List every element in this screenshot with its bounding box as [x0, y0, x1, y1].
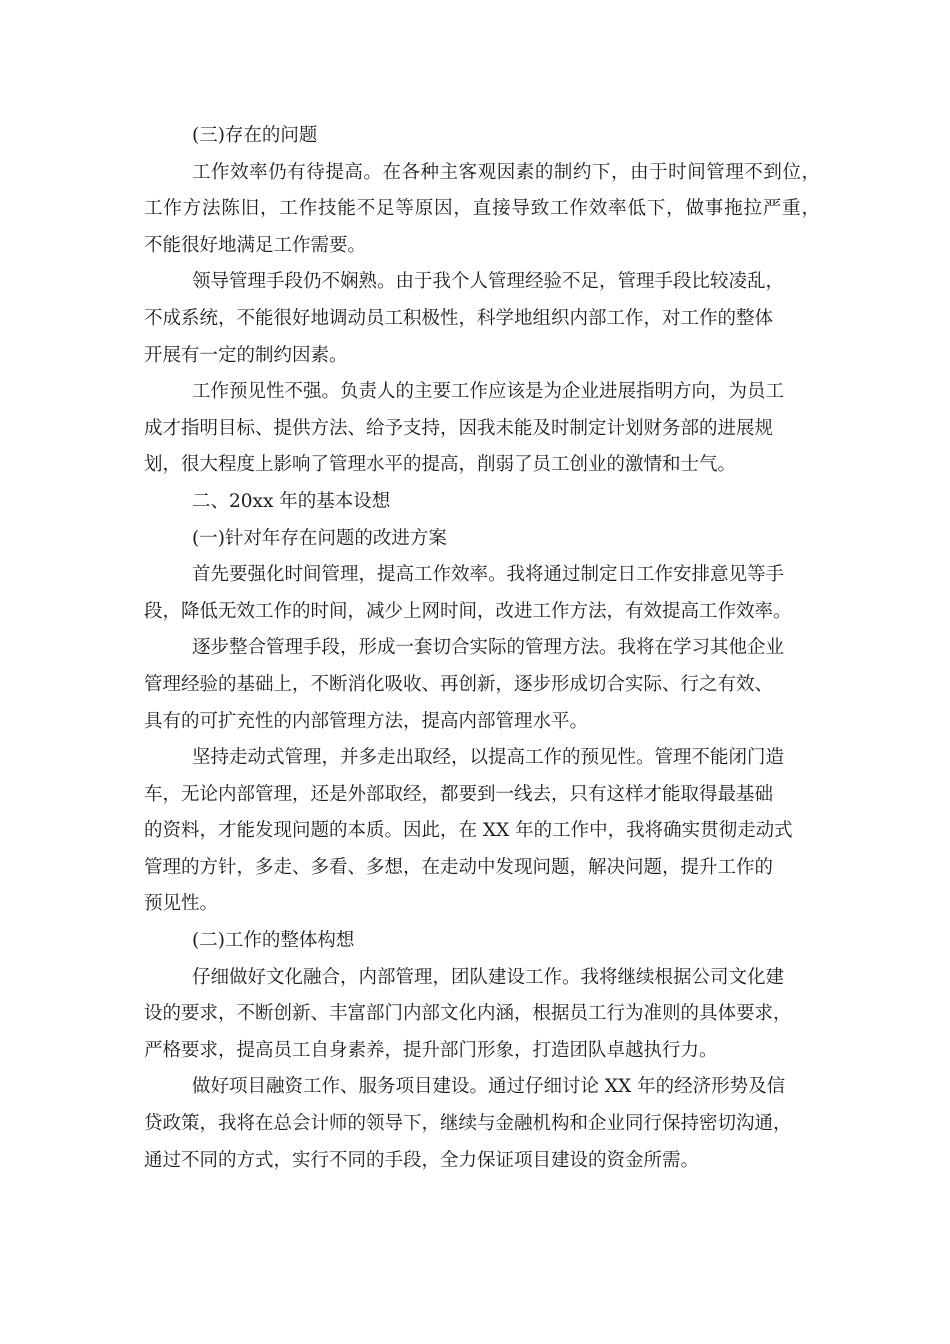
document-line: 严格要求，提高员工自身素养，提升部门形象，打造团队卓越执行力。	[144, 1039, 718, 1061]
document-line: 逐步整合管理手段，形成一套切合实际的管理方法。我将在学习其他企业	[192, 637, 785, 659]
document-line: 贷政策，我将在总会计师的领导下，继续与金融机构和企业同行保持密切沟通，	[144, 1113, 792, 1135]
document-line: 车，无论内部管理，还是外部取经，都要到一线去，只有这样才能取得最基础	[144, 783, 774, 805]
document-line: 不能很好地满足工作需要。	[144, 234, 367, 256]
document-line: (三)存在的问题	[192, 125, 318, 146]
document-line: 二、20xx 年的基本设想	[192, 490, 391, 512]
document-line: 首先要强化时间管理，提高工作效率。我将通过制定日工作安排意见等手	[192, 564, 785, 586]
document-line: 划，很大程度上影响了管理水平的提高，削弱了员工创业的激情和士气。	[144, 454, 737, 476]
document-line: 坚持走动式管理，并多走出取经，以提高工作的预见性。管理不能闭门造	[192, 747, 785, 769]
document-line: 工作预见性不强。负责人的主要工作应该是为企业进展指明方向，为员工	[192, 381, 785, 403]
document-line: (一)针对年存在问题的改进方案	[192, 527, 447, 549]
document-line: 工作方法陈旧，工作技能不足等原因，直接导致工作效率低下，做事拖拉严重，	[144, 198, 820, 220]
document-line: 通过不同的方式，实行不同的手段，全力保证项目建设的资金所需。	[144, 1149, 700, 1171]
document-body	[144, 118, 820, 1179]
document-line: 段，降低无效工作的时间，减少上网时间，改进工作方法，有效提高工作效率。	[144, 600, 792, 622]
document-line: 管理经验的基础上，不断消化吸收、再创新，逐步形成切合实际、行之有效、	[144, 673, 774, 695]
document-line: 不成系统，不能很好地调动员工积极性，科学地组织内部工作，对工作的整体	[144, 307, 774, 329]
document-line: 的资料，才能发现问题的本质。因此，在 XX 年的工作中，我将确实贯彻走动式	[144, 820, 793, 842]
document-line: 开展有一定的制约因素。	[144, 344, 348, 366]
document-line: 具有的可扩充性的内部管理方法，提高内部管理水平。	[144, 710, 589, 732]
document-line: 领导管理手段仍不娴熟。由于我个人管理经验不足，管理手段比较凌乱，	[192, 271, 785, 293]
document-line: 做好项目融资工作、服务项目建设。通过仔细讨论 XX 年的经济形势及信	[192, 1076, 786, 1098]
document-line: 工作效率仍有待提高。在各种主客观因素的制约下，由于时间管理不到位，	[192, 161, 820, 183]
document-line: (二)工作的整体构想	[192, 930, 355, 952]
document-line: 管理的方针，多走、多看、多想，在走动中发现问题，解决问题，提升工作的	[144, 856, 774, 878]
document-line: 预见性。	[144, 893, 219, 915]
document-line: 设的要求，不断创新、丰富部门内部文化内涵，根据员工行为准则的具体要求，	[144, 1003, 792, 1025]
document-line: 仔细做好文化融合，内部管理，团队建设工作。我将继续根据公司文化建	[192, 966, 785, 988]
document-line: 成才指明目标、提供方法、给予支持，因我未能及时制定计划财务部的进展规	[144, 417, 774, 439]
